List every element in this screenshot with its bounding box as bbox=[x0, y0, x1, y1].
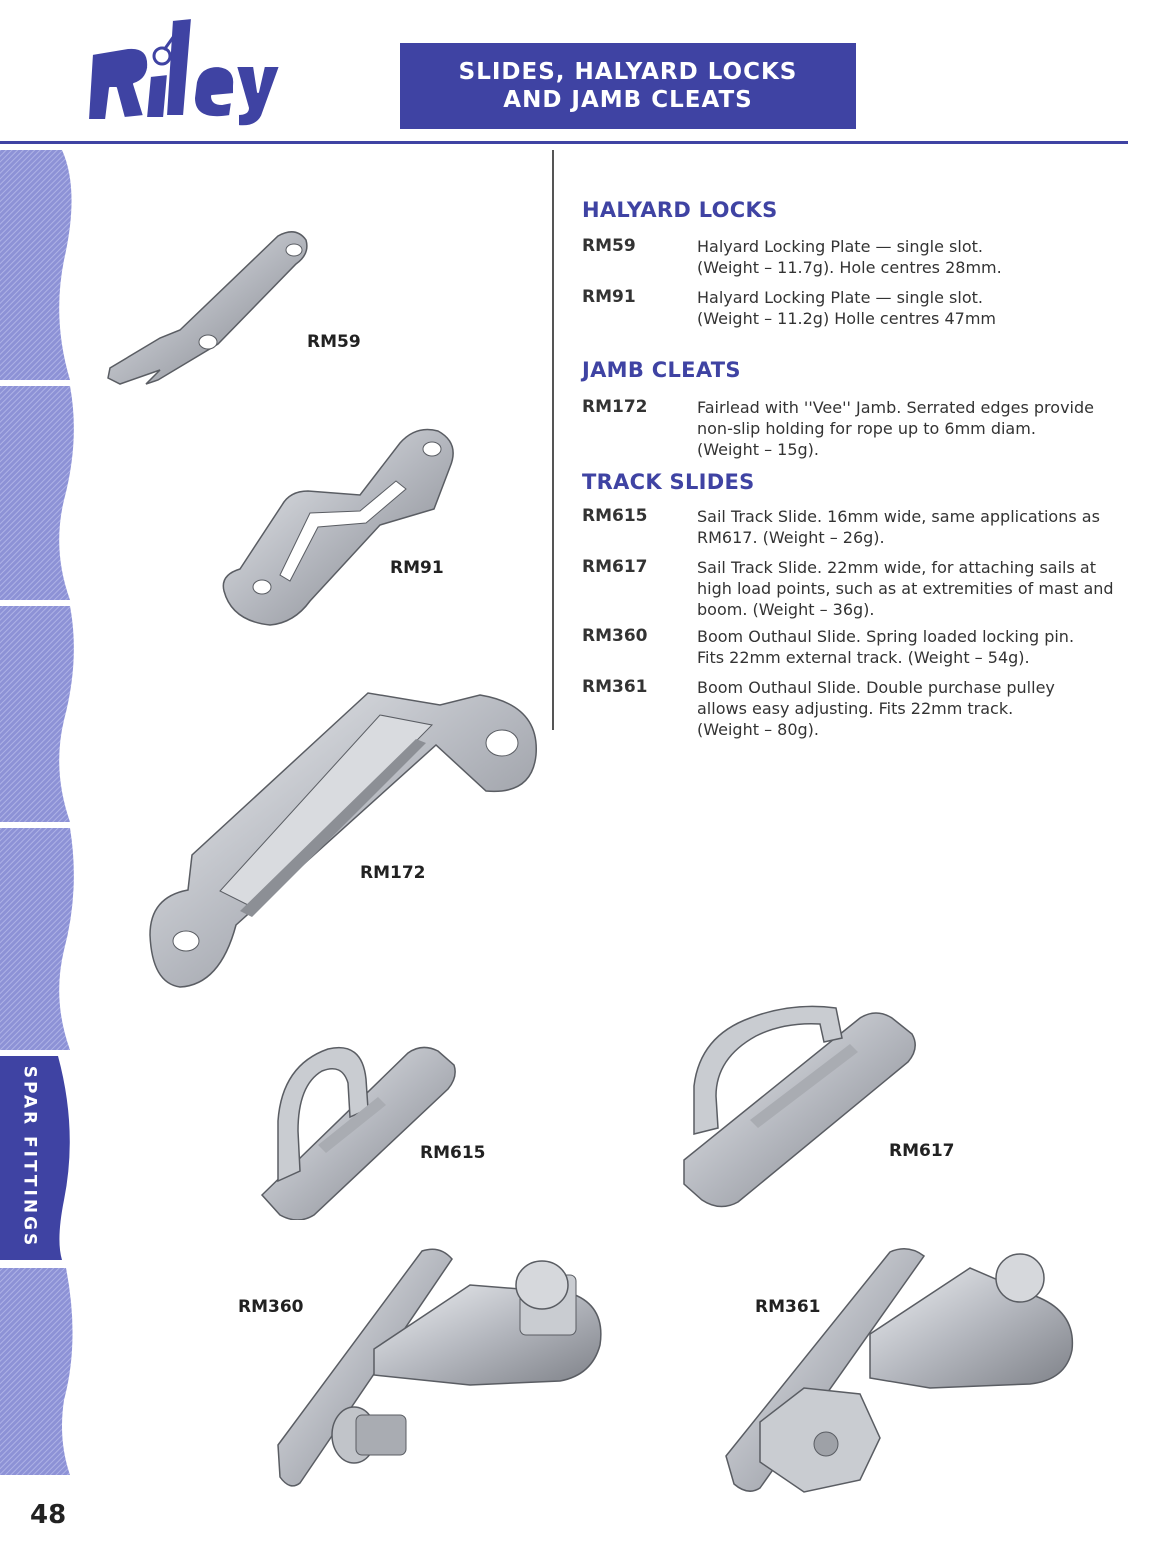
product-code-rm617: RM617 bbox=[582, 557, 648, 577]
rm59-image bbox=[100, 220, 320, 400]
side-tab-strip bbox=[0, 150, 80, 1475]
product-description-rm617: Sail Track Slide. 22mm wide, for attaching sails at high load points, such as at extremities of mast and boom. (Weight – 36g). bbox=[697, 558, 1114, 619]
section-heading-halyard-locks: HALYARD LOCKS bbox=[582, 198, 778, 222]
product-description-rm360: Boom Outhaul Slide. Spring loaded locking pin. Fits 22mm external track. (Weight – 54g). bbox=[697, 627, 1075, 667]
product-code-rm361: RM361 bbox=[582, 677, 648, 697]
riley-logo bbox=[88, 12, 280, 128]
rm361-image bbox=[720, 1238, 1080, 1500]
rm615-image bbox=[258, 1035, 458, 1220]
product-description-rm172: Fairlead with ''Vee'' Jamb. Serrated edges provide non-slip holding for rope up to 6mm diam. (Weight – 15g). bbox=[697, 398, 1094, 459]
product-code-rm59: RM59 bbox=[582, 236, 636, 256]
product-code-rm360: RM360 bbox=[582, 626, 648, 646]
rm172-image bbox=[140, 685, 550, 1000]
header-divider bbox=[0, 141, 1128, 144]
page-number: 48 bbox=[30, 1500, 67, 1530]
rm617-image bbox=[680, 1000, 920, 1210]
product-label-rm360: RM360 bbox=[238, 1297, 304, 1317]
product-description-rm615: Sail Track Slide. 16mm wide, same applications as RM617. (Weight – 26g). bbox=[697, 507, 1100, 547]
column-divider bbox=[552, 150, 554, 730]
product-description-rm361: Boom Outhaul Slide. Double purchase pulley allows easy adjusting. Fits 22mm track. (Weight – 80g). bbox=[697, 678, 1055, 739]
page-title-banner bbox=[400, 43, 856, 129]
product-label-rm615: RM615 bbox=[420, 1143, 486, 1163]
section-heading-track-slides: TRACK SLIDES bbox=[582, 470, 755, 494]
product-label-rm172: RM172 bbox=[360, 863, 426, 883]
page-title-line-1: SLIDES, HALYARD LOCKS bbox=[458, 59, 798, 85]
product-label-rm361: RM361 bbox=[755, 1297, 821, 1317]
rm91-image bbox=[210, 415, 470, 635]
product-code-rm172: RM172 bbox=[582, 397, 648, 417]
product-code-rm91: RM91 bbox=[582, 287, 636, 307]
section-heading-jamb-cleats: JAMB CLEATS bbox=[582, 358, 741, 382]
rm360-image bbox=[270, 1245, 610, 1495]
product-label-rm59: RM59 bbox=[307, 332, 361, 352]
product-description-rm59: Halyard Locking Plate — single slot. (Weight – 11.7g). Hole centres 28mm. bbox=[697, 237, 1002, 277]
product-label-rm91: RM91 bbox=[390, 558, 444, 578]
product-code-rm615: RM615 bbox=[582, 506, 648, 526]
page-title-line-2: AND JAMB CLEATS bbox=[503, 87, 753, 113]
product-description-rm91: Halyard Locking Plate — single slot. (Weight – 11.2g) Holle centres 47mm bbox=[697, 288, 996, 328]
product-label-rm617: RM617 bbox=[889, 1141, 955, 1161]
side-tab-label: SPAR FITTINGS bbox=[19, 1065, 39, 1249]
